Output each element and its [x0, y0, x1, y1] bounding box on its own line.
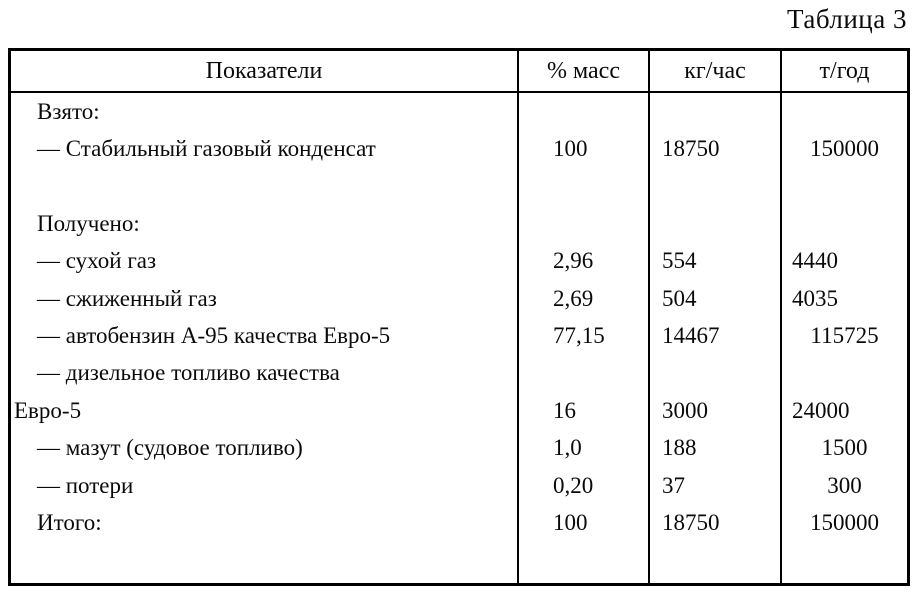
table-row	[11, 430, 907, 467]
table-row	[11, 392, 907, 429]
row-label: Получено:	[37, 210, 140, 236]
value-t-per-year: 4035	[780, 280, 907, 317]
value-t-per-year: 150000	[780, 504, 907, 541]
filler-cell	[11, 542, 517, 583]
value-kg-per-hour: 554	[648, 243, 780, 280]
table-row	[11, 243, 907, 280]
value-kg-per-hour	[648, 93, 780, 130]
header-cell-t-per-year: т/год	[780, 51, 907, 91]
value-t-per-year	[780, 205, 907, 242]
table-row	[11, 130, 907, 167]
row-label: — автобензин А-95 качества Евро-5	[37, 323, 391, 349]
row-label	[11, 168, 517, 205]
value-mass-percent	[517, 168, 648, 205]
row-label-wrapped: Евро-5	[14, 397, 82, 423]
value-mass-percent: 2,69	[517, 280, 648, 317]
value-mass-percent	[517, 355, 648, 392]
value-t-per-year: 1500	[780, 430, 907, 467]
value-mass-percent: 100	[517, 504, 648, 541]
value-kg-per-hour: 14467	[648, 317, 780, 354]
table-row	[11, 93, 907, 130]
value-kg-per-hour	[648, 205, 780, 242]
value-kg-per-hour	[648, 168, 780, 205]
value-mass-percent	[517, 93, 648, 130]
value-kg-per-hour: 3000	[648, 392, 780, 429]
row-label: — Стабильный газовый конденсат	[37, 136, 376, 162]
value-kg-per-hour: 18750	[648, 130, 780, 167]
header-cell-kg-per-hour: кг/час	[648, 51, 780, 91]
filler-cell	[648, 542, 780, 583]
header-cell-mass-percent: % масс	[517, 51, 648, 91]
value-kg-per-hour: 188	[648, 430, 780, 467]
row-label: — мазут (судовое топливо)	[37, 435, 303, 461]
value-t-per-year	[780, 168, 907, 205]
row-label: Взято:	[37, 98, 100, 124]
table-row	[11, 355, 907, 392]
table-row	[11, 205, 907, 242]
value-kg-per-hour: 504	[648, 280, 780, 317]
value-t-per-year	[780, 355, 907, 392]
value-t-per-year: 24000	[780, 392, 907, 429]
value-mass-percent: 16	[517, 392, 648, 429]
value-t-per-year: 115725	[780, 317, 907, 354]
row-label: Итого:	[37, 509, 102, 535]
table-row-total	[11, 504, 907, 541]
table-row-filler	[11, 542, 907, 583]
value-mass-percent: 0,20	[517, 467, 648, 504]
table-row-blank	[11, 168, 907, 205]
value-t-per-year: 4440	[780, 243, 907, 280]
value-mass-percent: 100	[517, 130, 648, 167]
header-cell-indicators: Показатели	[205, 57, 323, 84]
row-label: — сжиженный газ	[37, 285, 217, 311]
value-kg-per-hour: 18750	[648, 504, 780, 541]
filler-cell	[780, 542, 907, 583]
table-row	[11, 280, 907, 317]
value-t-per-year: 150000	[780, 130, 907, 167]
value-mass-percent: 77,15	[517, 317, 648, 354]
row-label: — дизельное топливо качества	[37, 360, 340, 386]
table-caption: Таблица 3	[787, 4, 907, 34]
value-mass-percent	[517, 205, 648, 242]
table-row	[11, 467, 907, 504]
value-mass-percent: 1,0	[517, 430, 648, 467]
table-header-row	[11, 51, 907, 93]
data-table	[8, 48, 910, 586]
row-label: — сухой газ	[37, 248, 157, 274]
value-t-per-year	[780, 93, 907, 130]
table-row	[11, 317, 907, 354]
filler-cell	[517, 542, 648, 583]
row-label: — потери	[37, 472, 134, 498]
value-t-per-year: 300	[780, 467, 907, 504]
value-mass-percent: 2,96	[517, 243, 648, 280]
value-kg-per-hour: 37	[648, 467, 780, 504]
value-kg-per-hour	[648, 355, 780, 392]
